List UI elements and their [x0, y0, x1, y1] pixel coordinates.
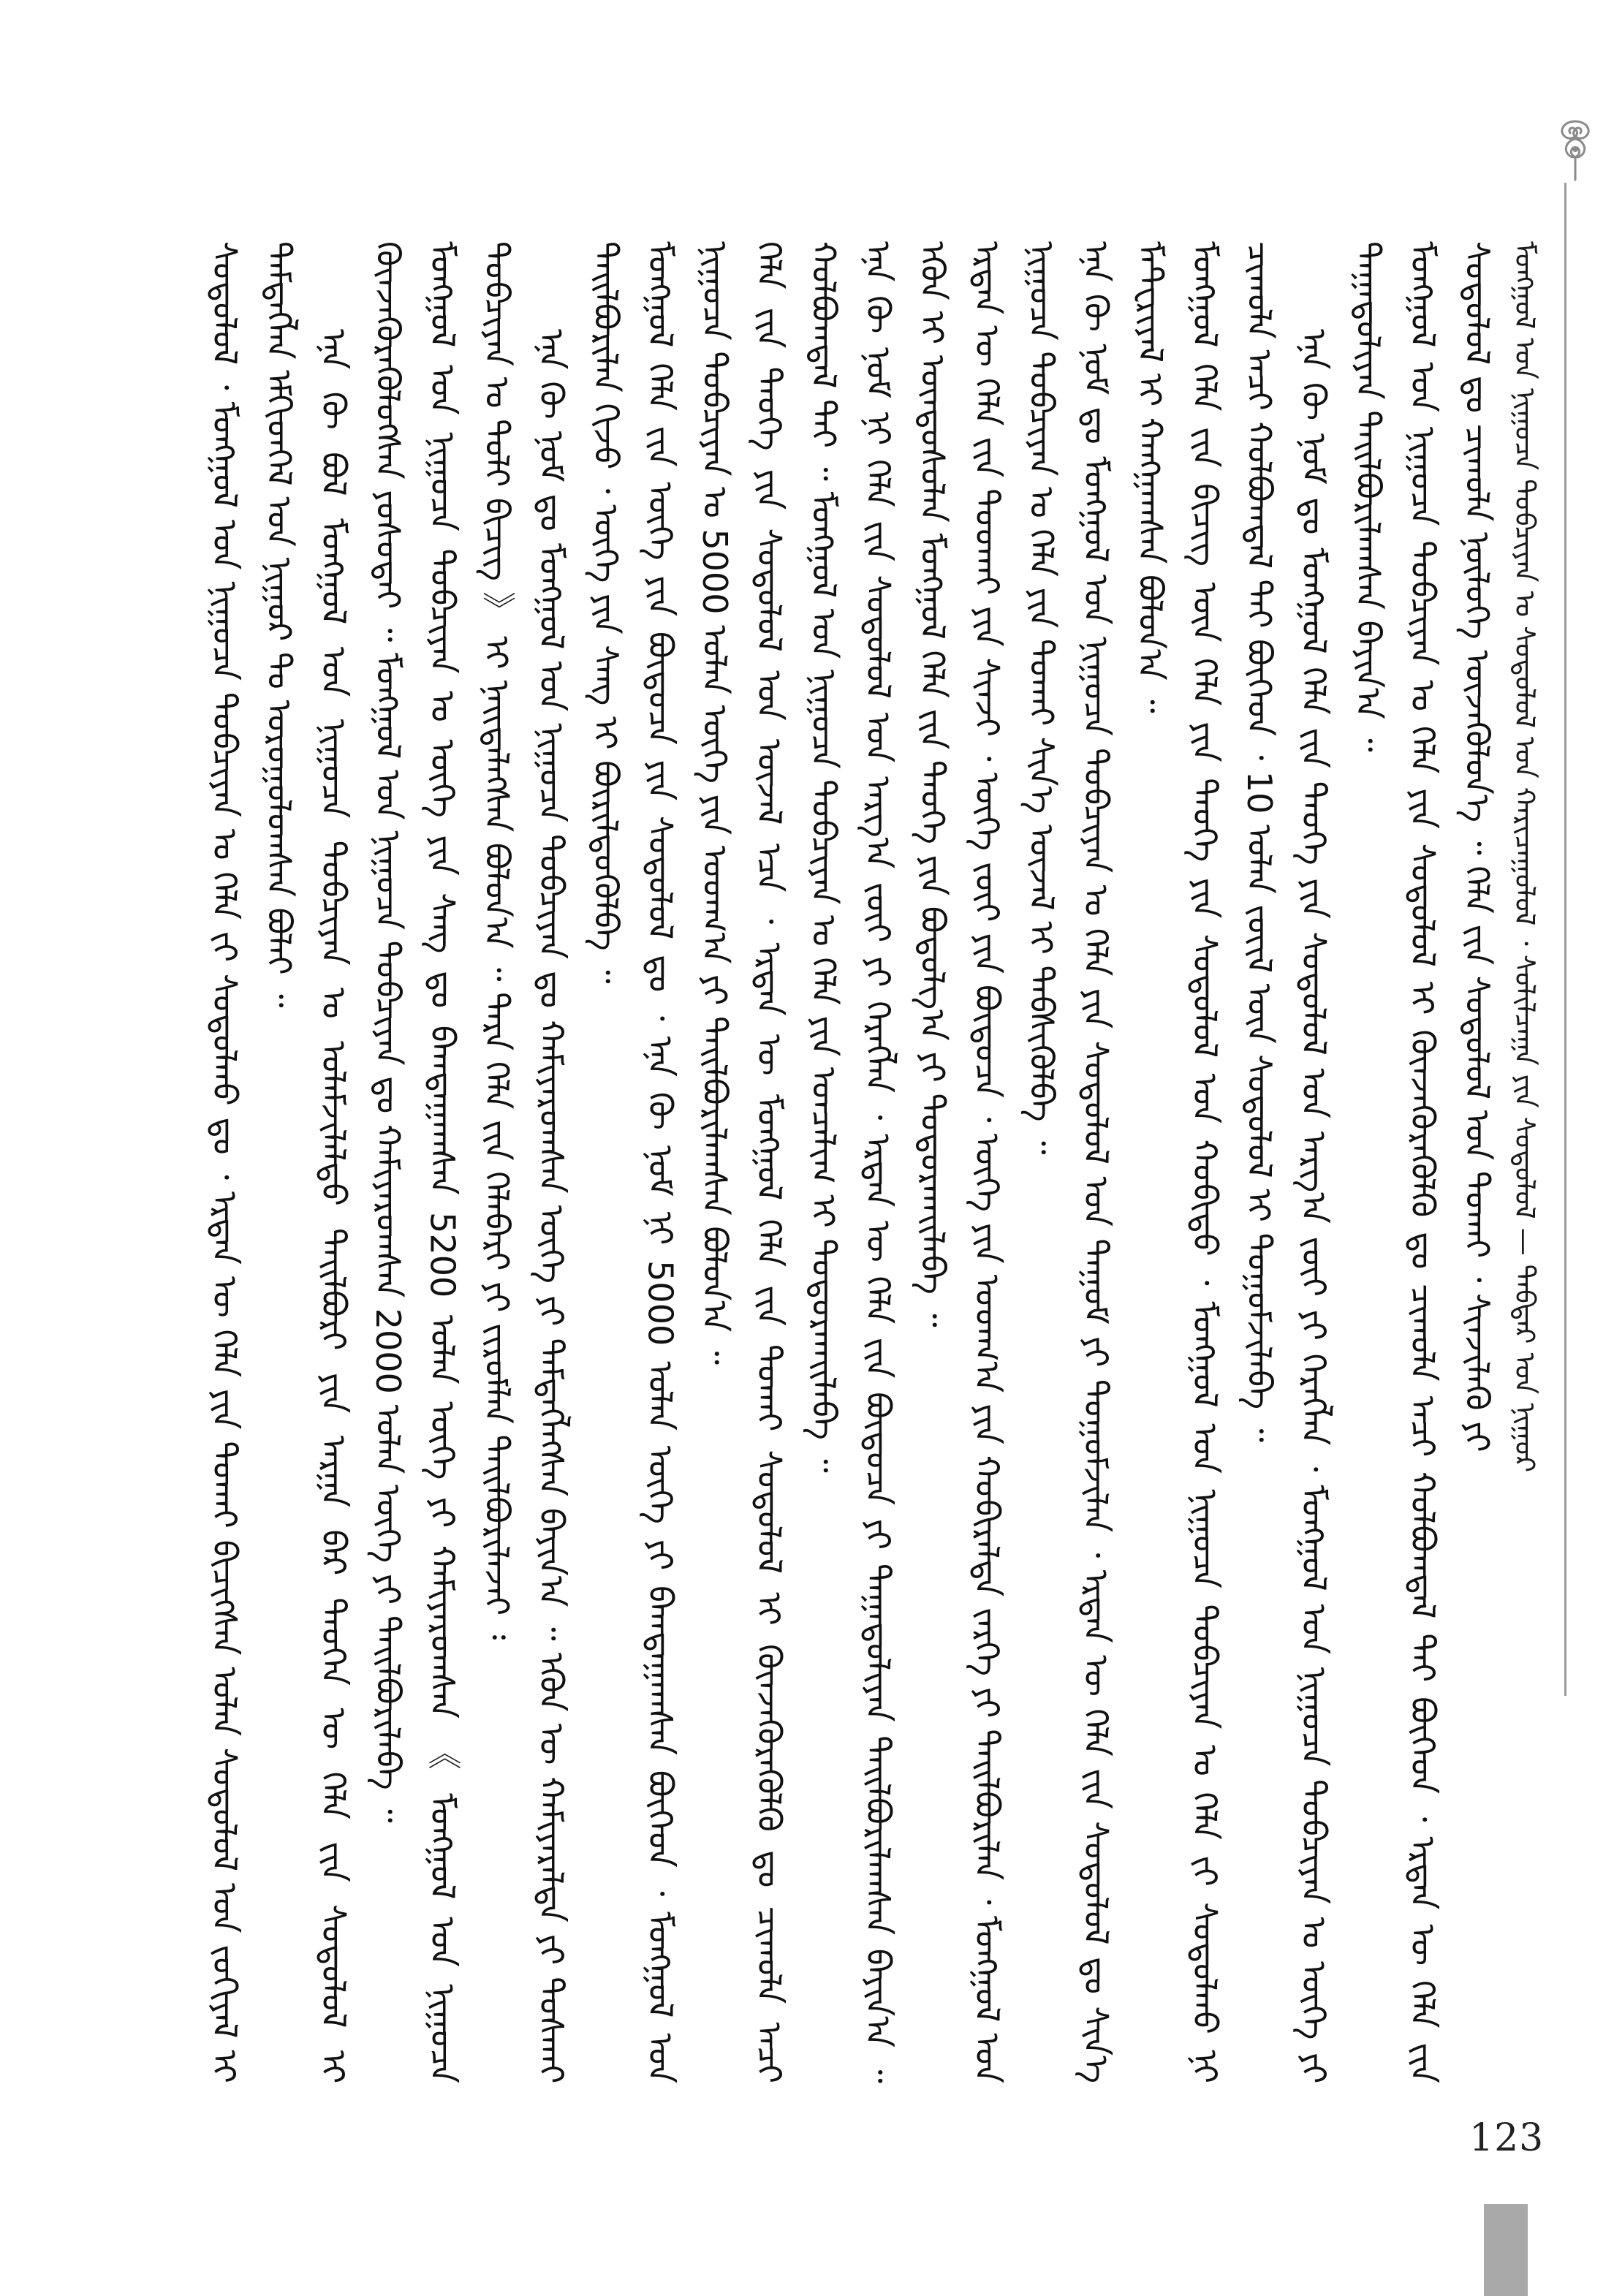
paragraph: ᠡᠨᠡ ᠬᠦ ᠨᠣᠮ ᠳᠤ ᠮᠣᠩᠭᠣᠯ ᠤᠨ ᠨᠢᠭᠤᠴᠠ ᠲᠣᠪᠴᠢᠶᠠᠨ ᠳᠤ ᠬᠠᠮᠢᠶᠠᠷᠤᠭᠰᠠᠨ ᠦᠭᠡ ᠶᠢ ᠲᠡᠮᠳᠡᠭᠯᠡᠭᠰᠡᠨ ᠪᠠᠶᠢᠨ᠎ᠠ ᠃ ᠡᠭᠦᠨ ᠦ ᠬᠠᠮᠢᠶᠠᠷᠠᠯᠲᠠ ᠶᠢ ᠲᠤᠰᠬᠠᠢ ᠲᠠᠢᠯᠪᠤᠷᠢᠯᠠᠨ ᠬᠢᠵᠦ ᠂ ᠦᠭᠡ ᠶᠢᠨ ᠰᠠᠩ ᠢ ᠪᠦᠷᠢᠯᠳᠦᠭᠦᠯᠪᠡ ᠃: [531, 241, 626, 2083]
page-edge-tab: [1484, 2204, 1528, 2296]
flourish-ornament-icon: [1542, 117, 1608, 183]
paragraph: ᠡᠷᠲᠡᠨ ᠦ ᠬᠡᠯᠡ ᠵᠢᠨ ᠳᠤᠤᠬᠠᠢ ᠶᠢᠨ ᠰᠢᠨᠵᠢ ᠂ ᠦᠭᠡ ᠵᠦᠢ ᠶᠢᠨ ᠪᠦᠲᠦᠴᠡ ᠂ ᠦᠭᠡ ᠶᠢᠨ ᠤᠳᠬ᠎ᠠ ᠶᠢᠨ ᠬᠤᠪᠢᠷᠠᠯᠲᠠ ᠵᠡᠷᠭᠡ ᠶᠢ ᠲᠠᠢᠯᠪᠤᠷᠢᠯᠠᠨ ᠂ ᠮᠣᠩᠭᠣᠯ ᠤᠨ ᠨᠢᠭᠤᠴᠠ ᠲᠣᠪᠴᠢᠶᠠᠨ ᠤ ᠬᠡᠯᠡ ᠶᠢᠨ ᠲᠤᠬᠠᠢ ᠰᠢᠨ᠎ᠡ ᠦᠵᠡᠯ ᠢ ᠳᠡᠪᠰᠢᠭᠦᠯᠪᠡ ᠃: [967, 241, 1061, 2083]
paragraph: ᠡᠨᠡ ᠬᠦ ᠨᠣᠮ ᠳᠤ ᠮᠣᠩᠭᠣᠯ ᠬᠡᠯᠡ ᠵᠢᠨ ᠲᠡᠦᠬᠡ ᠶᠢᠨ ᠰᠤᠳᠤᠯᠤᠯ ᠤᠨ ᠠᠷᠭ᠎ᠠ ᠵᠦᠢ ᠶᠢ ᠬᠡᠷᠡᠭᠯᠡᠨ ᠂ ᠮᠣᠩᠭᠣᠯ ᠤᠨ ᠨᠢᠭᠤᠴᠠ ᠲᠣᠪᠴᠢᠶᠠᠨ ᠤ ᠦᠭᠡ ᠶᠢ ᠳᠠᠭᠠᠳᠤᠯᠢᠶᠠᠨ ᠲᠠᠢᠯᠪᠤᠷᠢᠯᠠᠭᠰᠠᠨ ᠪᠠᠶᠢᠨ᠎ᠠ ᠃: [1294, 241, 1388, 2083]
paragraph: ᠡᠨᠡ ᠬᠦ ᠪᠤᠯ ᠮᠣᠩᠭᠣᠯ ᠤᠨ ᠨᠢᠭᠤᠴᠠ ᠲᠣᠪᠴᠢᠶᠠᠨ ᠤ ᠤᠯᠠᠮᠵᠢᠯᠠᠯᠲᠤ ᠲᠠᠢᠯᠪᠤᠷᠢ ᠶᠢᠨ ᠠᠷᠭᠠ ᠪᠠᠷ ᠲᠡᠦᠬᠡᠨ ᠦ ᠬᠡᠯᠡ ᠵᠢᠨ ᠰᠤᠳᠤᠯᠤᠯ ᠢ ᠭᠦᠨᠵᠡᠭᠦᠷᠡᠬᠦᠯᠦᠭᠰᠡᠨ ᠶᠣᠰᠤᠲᠠᠢ ᠃ ᠮᠣᠩᠭᠣᠯ ᠤᠨ ᠨᠢᠭᠤᠴᠠ ᠲᠣᠪᠴᠢᠶᠠᠨ ᠳᠤ ᠬᠠᠮᠢᠶᠠᠷᠤᠭᠰᠠᠨ 2000 ᠣᠯᠠᠨ ᠦᠭᠡ ᠶᠢ ᠲᠠᠢᠯᠪᠤᠷᠢᠯᠠᠪᠠ ᠃: [314, 241, 408, 2083]
paragraph: ᠰᠤᠳᠤᠯᠤᠯ ᠂ ᠮᠣᠩᠭᠣᠯ ᠤᠨ ᠨᠢᠭᠤᠴᠠ ᠲᠣᠪᠴᠢᠶᠠᠨ ᠤ ᠬᠡᠯᠡ ᠵᠢ ᠰᠤᠳᠤᠯᠬᠤ ᠳᠤ ᠂ ᠡᠷᠲᠡᠨ ᠦ ᠬᠡᠯᠡ ᠶᠢᠨ ᠲᠤᠬᠠᠢ ᠪᠢᠴᠢᠭᠰᠡᠨ ᠣᠯᠠᠨ ᠰᠤᠳᠤᠯᠤᠯ ᠤᠨ ᠵᠣᠬᠢᠶᠠᠯ ᠢ ᠲᠡᠮᠳᠡᠭᠯᠡᠨ ᠡᠮᠬᠢᠳᠬᠡᠯ ᠤᠨ ᠨᠢᠭᠤᠷ ᠲᠤ ᠣᠷᠣᠭᠤᠯᠤᠭᠰᠠᠨ ᠪᠣᠯᠠᠢ ᠃: [205, 241, 299, 2083]
paragraph: ᠮᠣᠩᠭᠣᠯ ᠬᠡᠯᠡ ᠵᠢᠨ ᠦᠭᠡ ᠶᠢᠨ ᠪᠦᠲᠦᠴᠡ ᠶᠢᠨ ᠰᠤᠳᠤᠯᠤᠯ ᠳᠤ ᠂ ᠡᠨᠡ ᠬᠦ ᠨᠣᠮ ᠨᠢ 5000 ᠣᠯᠠᠨ ᠦᠭᠡ ᠶᠢ ᠪᠠᠭᠲᠠᠭᠠᠭᠰᠠᠨ ᠪᠥᠭᠡᠳ ᠂ ᠮᠣᠩᠭᠣᠯ ᠤᠨ ᠨᠢᠭᠤᠴᠠ ᠲᠣᠪᠴᠢᠶᠠᠨ ᠤ 5000 ᠣᠯᠠᠨ ᠦᠭᠡ ᠶᠢᠨ ᠤᠳᠬ᠎ᠠ ᠶᠢ ᠲᠠᠢᠯᠪᠤᠷᠢᠯᠠᠭᠰᠠᠨ ᠪᠣᠯᠤᠨ᠎ᠠ ᠃: [640, 241, 735, 2083]
body-text: [197, 241, 1497, 2083]
header-rule: [1564, 183, 1566, 1696]
paragraph: ᠬᠡᠯᠡ ᠵᠢᠨ ᠲᠡᠦᠬᠡ ᠶᠢᠨ ᠰᠤᠳᠤᠯᠤᠯ ᠤᠨ ᠦᠵᠡᠯ ᠡᠴᠡ ᠂ ᠡᠷᠲᠡᠨ ᠦ ᠮᠣᠩᠭᠣᠯ ᠬᠡᠯᠡ ᠵᠢᠨ ᠲᠤᠬᠠᠢ ᠰᠤᠳᠤᠯᠤᠯ ᠢ ᠭᠦᠨᠵᠡᠭᠦᠷᠡᠬᠦᠯᠬᠦ ᠳᠤ ᠴᠢᠬᠤᠯᠠ ᠠᠴᠢ ᠬᠣᠯᠪᠣᠭᠳᠠᠯ ᠲᠠᠢ ᠃ ᠮᠣᠩᠭᠣᠯ ᠤᠨ ᠨᠢᠭᠤᠴᠠ ᠲᠣᠪᠴᠢᠶᠠᠨ ᠤ ᠬᠡᠯᠡ ᠶᠢᠨ ᠣᠨᠴᠠᠯᠢᠭ ᠢ ᠲᠣᠳᠤᠷᠬᠠᠢᠯᠠᠪᠠ ᠃: [749, 241, 844, 2083]
page-number: 123: [1469, 2116, 1545, 2160]
paragraph: ᠮᠣᠩᠭᠣᠯ ᠤᠨ ᠨᠢᠭᠤᠴᠠ ᠲᠣᠪᠴᠢᠶᠠᠨ ᠤ ᠬᠡᠯᠡ ᠶᠢᠨ ᠰᠤᠳᠤᠯᠤᠯ ᠢ ᠭᠦᠨᠵᠡᠭᠦᠷᠡᠬᠦᠯᠬᠦ ᠳᠤ ᠴᠢᠬᠤᠯᠠ ᠠᠴᠢ ᠬᠣᠯᠪᠣᠭᠳᠠᠯ ᠲᠠᠢ ᠪᠥᠭᠡᠳ ᠂ ᠡᠷᠲᠡᠨ ᠦ ᠬᠡᠯᠡ ᠵᠢᠨ ᠰᠤᠳᠤᠯᠤᠯ ᠳᠤ ᠴᠢᠬᠤᠯᠠ ᠨᠥᠯᠦᠭᠡ ᠦᠵᠡᠭᠦᠯᠦᠨ᠎ᠡ ᠃ ᠬᠡᠯᠡ ᠵᠢᠨ ᠰᠤᠳᠤᠯᠤᠯ ᠤᠨ ᠲᠤᠬᠠᠢ ᠂ ᠰᠢᠨᠵᠢᠯᠡᠬᠦ ᠶᠢ: [1403, 241, 1497, 2083]
paragraph: ᠮᠣᠩᠭᠣᠯ ᠬᠡᠯᠡ ᠵᠢᠨ ᠪᠢᠴᠢᠭ ᠦᠨ ᠬᠡᠯᠡ ᠶᠢᠨ ᠲᠡᠦᠬᠡ ᠶᠢᠨ ᠰᠤᠳᠤᠯᠤᠯ ᠤᠨ ᠬᠤᠪᠢᠳᠤ ᠂ ᠮᠣᠩᠭᠣᠯ ᠤᠨ ᠨᠢᠭᠤᠴᠠ ᠲᠣᠪᠴᠢᠶᠠᠨ ᠤ ᠬᠡᠯᠡ ᠵᠢ ᠰᠤᠳᠤᠯᠬᠤ ᠨᠢ ᠴᠢᠬᠤᠯᠠ ᠠᠴᠢ ᠬᠣᠯᠪᠣᠭᠳᠠᠯ ᠲᠠᠢ ᠪᠦᠭᠡᠳ ᠂ 10 ᠣᠯᠠᠨ ᠵᠦᠢᠯ ᠦᠨ ᠰᠤᠳᠤᠯᠤᠯ ᠢ ᠲᠣᠭᠤᠮᠵᠢᠯᠠᠪᠠ ᠃: [1185, 241, 1279, 2083]
paragraph: ᠡᠨᠡ ᠬᠦ ᠨᠣᠮ ᠨᠢ ᠬᠡᠯᠡ ᠵᠢᠨ ᠰᠤᠳᠤᠯᠤᠯ ᠤᠨ ᠠᠷᠭ᠎ᠠ ᠵᠦᠢ ᠶᠢ ᠬᠡᠷᠡᠭᠯᠡᠨ ᠂ ᠡᠷᠲᠡᠨ ᠦ ᠬᠡᠯᠡ ᠵᠢᠨ ᠪᠦᠲᠦᠴᠡ ᠶᠢ ᠳᠠᠭᠠᠳᠤᠯᠢᠶᠠᠨ ᠲᠠᠢᠯᠪᠤᠷᠢᠯᠠᠭᠰᠠᠨ ᠪᠠᠶᠢᠨ᠎ᠠ ᠃ ᠡᠭᠦᠨ ᠢ ᠦᠨᠳᠦᠰᠦᠯᠡᠨ ᠮᠣᠩᠭᠣᠯ ᠬᠡᠯᠡ ᠵᠢᠨ ᠲᠡᠦᠬᠡ ᠶᠢᠨ ᠪᠣᠳᠤᠯᠭ᠎ᠠ ᠶᠢ ᠲᠣᠳᠤᠷᠬᠠᠢᠯᠠᠪᠠ ᠃: [858, 241, 952, 2083]
paragraph: ᠡᠨᠡ ᠬᠦ ᠨᠣᠮ ᠳᠤ ᠮᠣᠩᠭᠣᠯ ᠤᠨ ᠨᠢᠭᠤᠴᠠ ᠲᠣᠪᠴᠢᠶᠠᠨ ᠤ ᠬᠡᠯᠡ ᠶᠢᠨ ᠰᠤᠳᠤᠯᠤᠯ ᠤᠨ ᠲᠠᠭᠤᠮ ᠶᠢ ᠲᠣᠭᠤᠮᠵᠢᠯᠠᠨ ᠂ ᠡᠷᠲᠡᠨ ᠦ ᠬᠡᠯᠡ ᠵᠢᠨ ᠰᠤᠳᠤᠯᠤᠯ ᠳᠤ ᠰᠢᠨ᠎ᠡ ᠮᠠᠲ᠋ᠧᠷᠢᠶᠠᠯ ᠢ ᠬᠠᠩᠭᠠᠭᠰᠠᠨ ᠪᠣᠯᠤᠨ᠎ᠠ ᠃: [1076, 241, 1170, 2083]
running-title: ᠮᠣᠩᠭᠣᠯ ᠤᠨ ᠨᠢᠭᠤᠴᠠ ᠲᠣᠪᠴᠢᠶᠠᠨ ᠤ ᠰᠤᠳᠤᠯᠤᠯ ᠤᠨ ᠬᠠᠷᠢᠴᠠᠭᠤᠯᠤᠯ ᠂ ᠰᠣᠯᠢᠯᠴᠠᠭᠠ ᠶᠢᠨ ᠰᠤᠳᠤᠯᠤᠯ — ᠳᠡᠪᠲᠡᠷ ᠤᠨ ᠨᠢᠭᠤᠷ: [1509, 241, 1541, 1473]
paragraph: ᠮᠣᠩᠭᠣᠯ ᠤᠨ ᠨᠢᠭᠤᠴᠠ ᠲᠣᠪᠴᠢᠶᠠᠨ ᠤ ᠦᠭᠡ ᠶᠢᠨ ᠰᠠᠩ ᠳᠤ ᠪᠠᠭᠲᠠᠭᠠᠭᠰᠠᠨ 5200 ᠣᠯᠠᠨ ᠦᠭᠡ ᠶᠢ ᠬᠠᠮᠢᠶᠠᠷᠤᠭᠰᠠᠨ 《 ᠮᠣᠩᠭᠣᠯ ᠤᠨ ᠨᠢᠭᠤᠴᠠ ᠲᠣᠪᠴᠢᠶᠠᠨ ᠤ ᠲᠤᠯᠢ ᠪᠢᠴᠢᠭ 》 ᠢ ᠨᠡᠢᠲᠡᠯᠡᠭᠰᠡᠨ ᠪᠣᠯᠤᠨ᠎ᠠ ᠃ ᠲᠡᠷᠡ ᠬᠡᠯᠡ ᠵᠢᠨ ᠬᠡᠯᠡᠪᠡᠷᠢ ᠶᠢ ᠵᠢᠷᠤᠮᠯᠠᠨ ᠲᠠᠢᠯᠪᠤᠷᠢᠯᠠᠵᠠᠢ ᠄: [423, 241, 517, 2083]
